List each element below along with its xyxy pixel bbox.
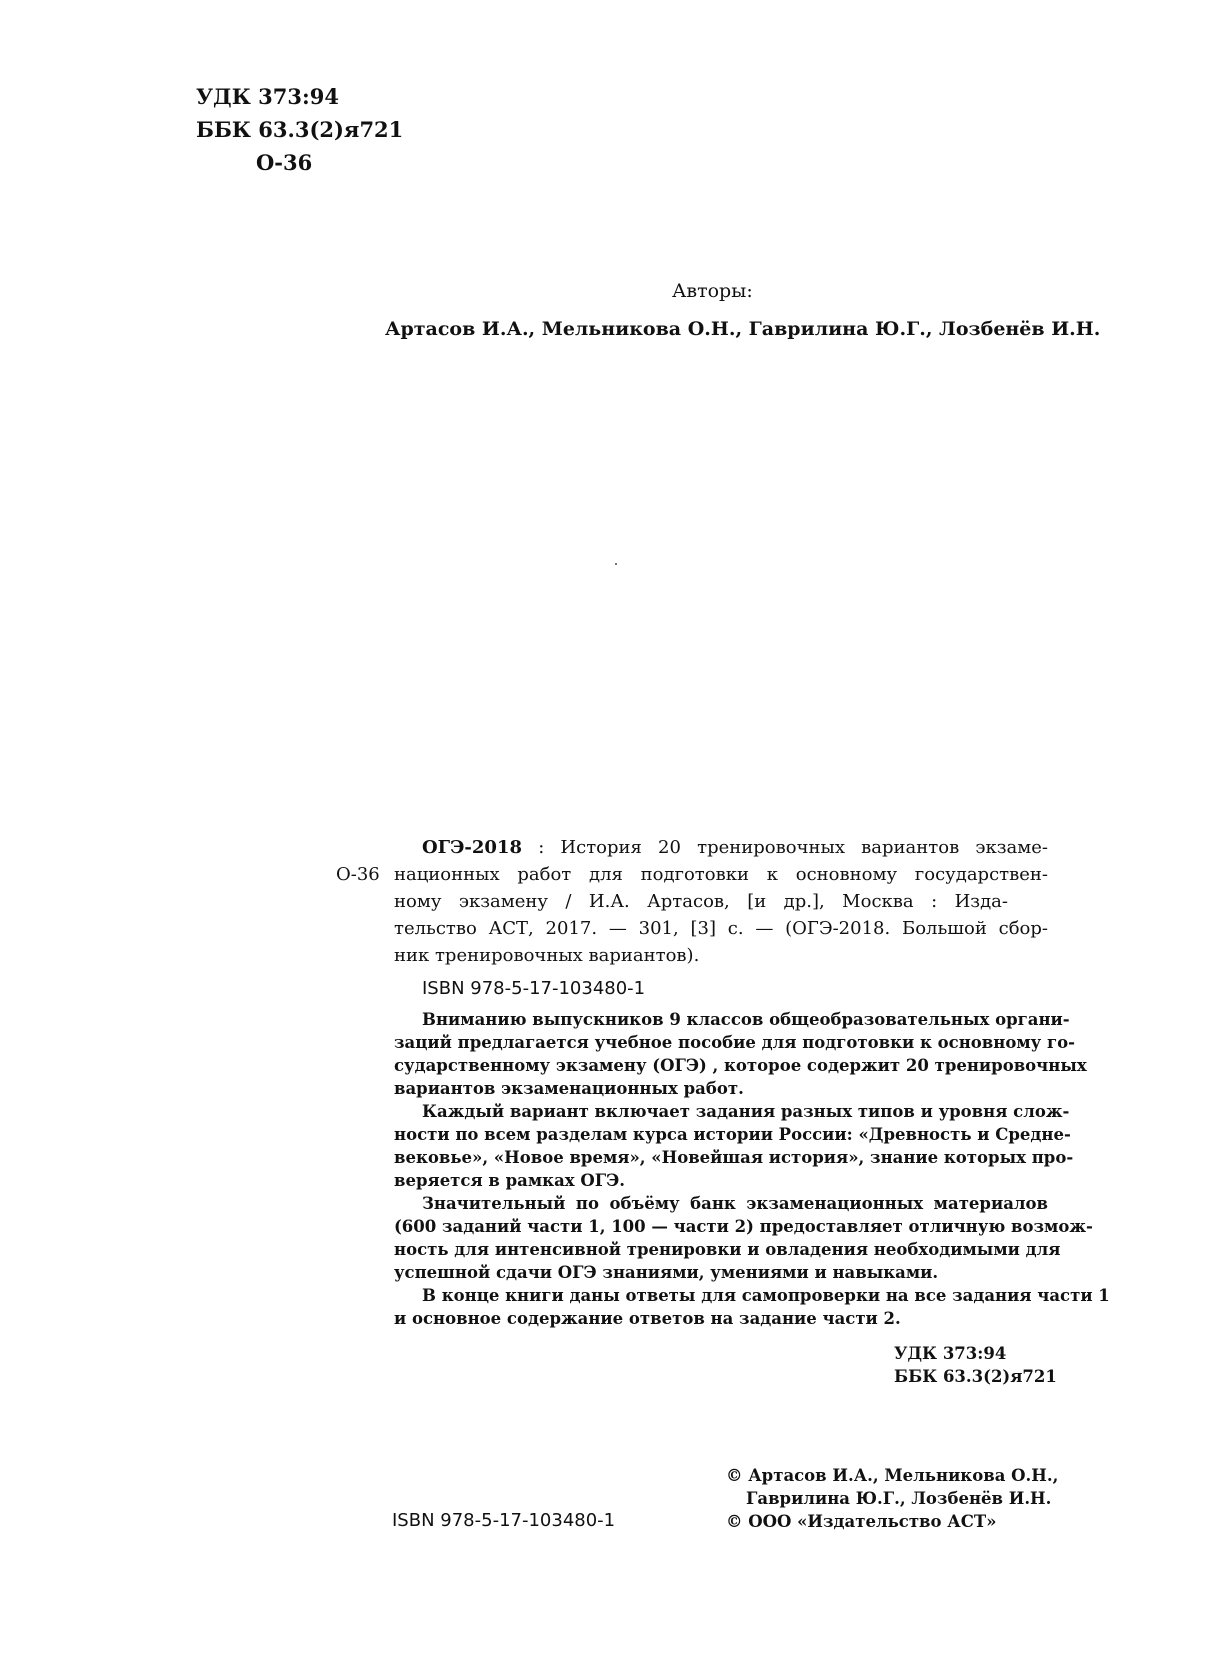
card-mark: О-36 [336,864,380,885]
annotation-line: заций предлагается учебное пособие для подготовки к основному го- [394,1033,1075,1052]
authors-names: Артасов И.А., Мельникова О.Н., Гаврилина Ю.Г., Лозбенёв И.Н. [385,318,1101,340]
card-line-2: национных работ для подготовки к основному государствен- [394,864,1048,885]
copyright-authors-cont: Гаврилина Ю.Г., Лозбенёв И.Н. [746,1489,1052,1508]
annotation-line: веряется в рамках ОГЭ. [394,1171,625,1190]
copyright-authors: © Артасов И.А., Мельникова О.Н., [726,1466,1059,1485]
card-line-1 [422,834,1048,861]
card-line-4: тельство АСТ, 2017. — 301, [3] с. — (ОГЭ-2018. Большой сбор- [394,918,1048,939]
card-title-rest: : История 20 тренировочных вариантов экзаме- [538,837,1048,858]
authors-label: Авторы: [672,280,753,302]
bottom-isbn: ISBN 978-5-17-103480-1 [392,1510,616,1531]
card-isbn: ISBN 978-5-17-103480-1 [422,978,646,999]
annotation-line: Каждый вариант включает задания разных типов и уровня слож- [422,1102,1070,1121]
annotation-line: В конце книги даны ответы для самопроверки на все задания части 1 [422,1286,1110,1305]
annotation-line: ность для интенсивной тренировки и овладения необходимыми для [394,1240,1061,1259]
annotation-line: Вниманию выпускников 9 классов общеобразовательных органи- [422,1010,1070,1029]
card-line-3: ному экзамену / И.А. Артасов, [и др.], Москва : Изда- [394,891,1008,912]
copyright-publisher: © ООО «Издательство АСТ» [726,1512,997,1531]
annotation-line: вариантов экзаменационных работ. [394,1079,744,1098]
annotation-line: (600 заданий части 1, 100 — части 2) предоставляет отличную возмож- [394,1217,1093,1236]
card-udk: УДК 373:94 [894,1344,1007,1363]
bbk-code: ББК 63.3(2)я721 [196,117,404,142]
card-title: ОГЭ-2018 [422,837,522,858]
annotation-line: ности по всем разделам курса истории России: «Древность и Средне- [394,1125,1071,1144]
card-line-5: ник тренировочных вариантов). [394,945,700,966]
annotation-line: Значительный по объёму банк экзаменационных материалов [422,1194,1048,1213]
annotation-line: вековье», «Новое время», «Новейшая история», знание которых про- [394,1148,1074,1167]
annotation-line: успешной сдачи ОГЭ знаниями, умениями и навыками. [394,1263,939,1282]
annotation-line: и основное содержание ответов на задание части 2. [394,1309,901,1328]
annotation-line: сударственному экзамену (ОГЭ) , которое содержит 20 тренировочных [394,1056,1087,1075]
author-mark: О-36 [256,150,313,175]
card-bbk: ББК 63.3(2)я721 [894,1367,1057,1386]
stray-dot [615,563,617,565]
udk-code: УДК 373:94 [196,84,339,109]
